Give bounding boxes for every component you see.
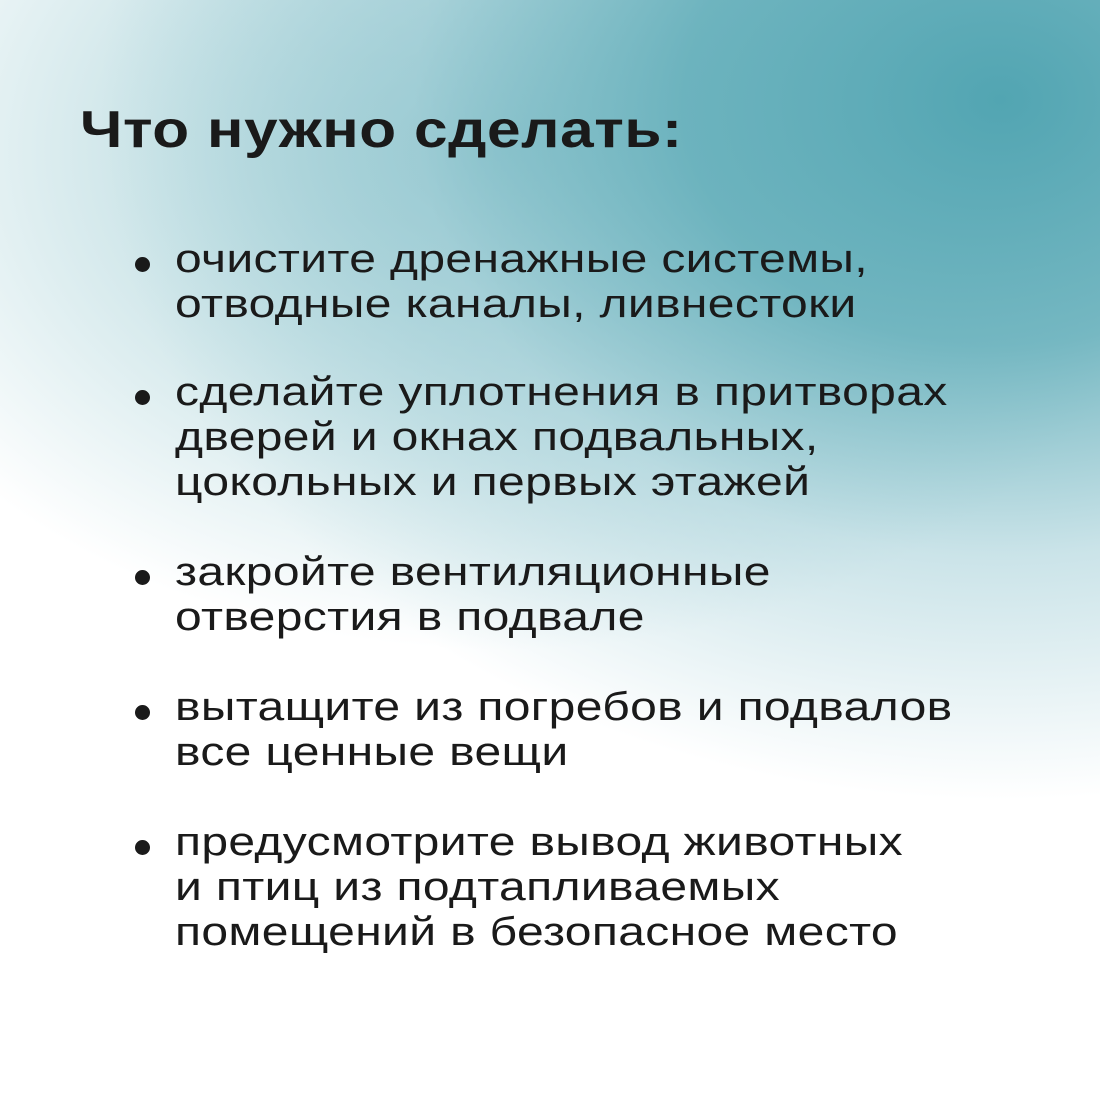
page-title: Что нужно сделать:	[80, 101, 683, 159]
item-line: очистите дренажные системы,	[175, 237, 868, 281]
item-line: все ценные вещи	[175, 730, 569, 774]
item-line: помещений в безопасное место	[175, 910, 898, 954]
item-line: и птиц из подтапливаемых	[175, 865, 781, 909]
item-line: предусмотрите вывод животных	[175, 820, 903, 864]
item-line: закройте вентиляционные	[175, 550, 771, 594]
bullet-icon	[135, 840, 150, 855]
bullet-icon	[135, 570, 150, 585]
item-line: отводные каналы, ливнестоки	[175, 282, 857, 326]
item-line: цокольных и первых этажей	[175, 460, 811, 504]
item-line: вытащите из погребов и подвалов	[175, 685, 953, 729]
bullet-icon	[135, 705, 150, 720]
bullet-icon	[135, 390, 150, 405]
item-line: дверей и окнах подвальных,	[175, 415, 819, 459]
item-line: отверстия в подвале	[175, 595, 645, 639]
item-line: сделайте уплотнения в притворах	[175, 370, 948, 414]
bullet-icon	[135, 257, 150, 272]
